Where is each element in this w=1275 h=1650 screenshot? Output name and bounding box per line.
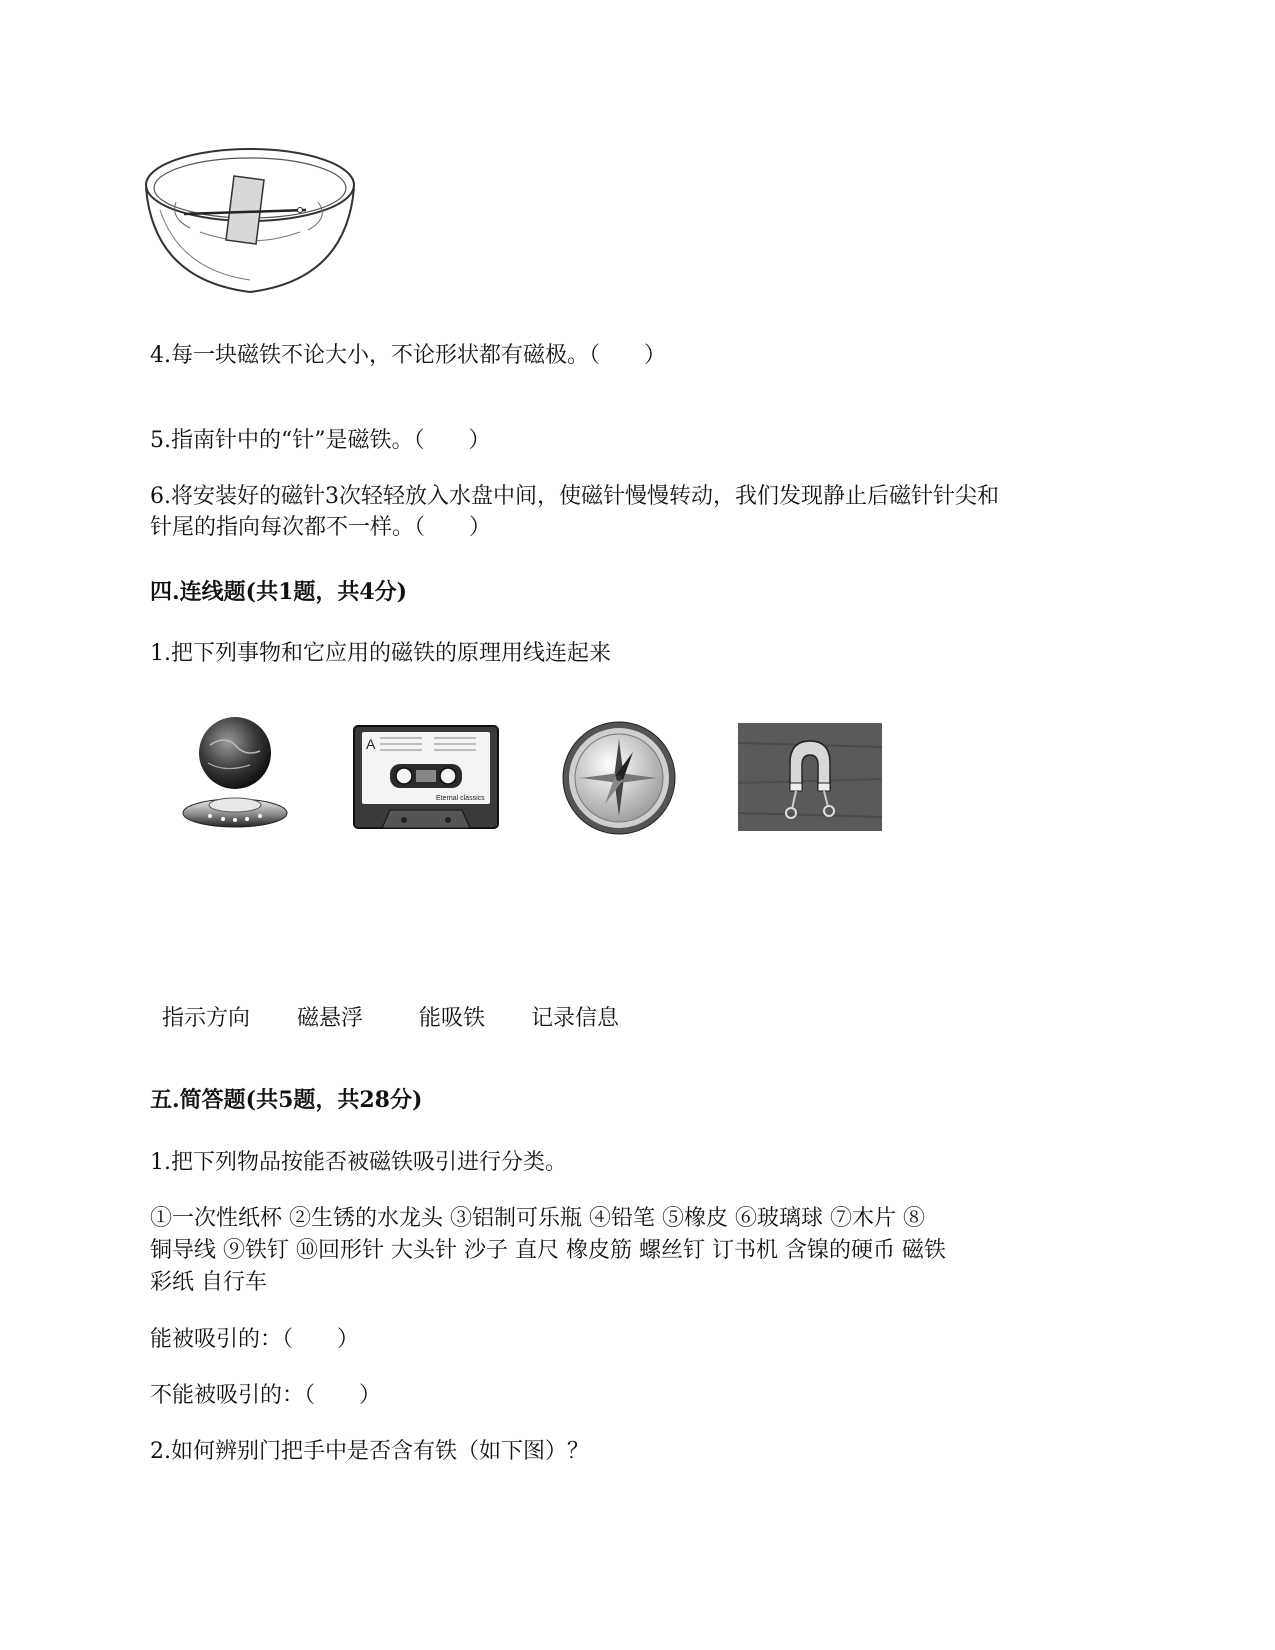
question-5: 5.指南针中的“针”是磁铁。（ ） [150, 428, 491, 453]
option-record-information: 记录信息 [531, 1006, 620, 1031]
maglev-globe-image [180, 715, 290, 835]
section-4-heading: 四.连线题(共1题，共4分) [150, 579, 408, 605]
cassette-tape-image [352, 724, 500, 830]
short-answer-question-2: 2.如何辨别门把手中是否含有铁（如下图）？ [150, 1439, 589, 1464]
item-list-line-2: 铜导线 ⑨铁钉 ⑩回形针 大头针 沙子 直尺 橡皮筋 螺丝钉 订书机 含镍的硬币 磁铁 [150, 1238, 946, 1263]
not-attracted-answer-line: 不能被吸引的：（ ） [150, 1383, 382, 1408]
cassette-side-label: A [366, 736, 376, 752]
short-answer-question-1: 1.把下列物品按能否被磁铁吸引进行分类。 [150, 1150, 567, 1175]
attracted-answer-line: 能被吸引的：（ ） [150, 1327, 360, 1352]
item-list-line-1: ①一次性纸杯 ②生锈的水龙头 ③铝制可乐瓶 ④铅笔 ⑤橡皮 ⑥玻璃球 ⑦木片 ⑧ [150, 1206, 925, 1231]
compass-image [561, 720, 677, 836]
question-6-line-2: 针尾的指向每次都不一样。（ ） [150, 515, 492, 540]
option-attract-iron: 能吸铁 [419, 1006, 486, 1031]
item-list-line-3: 彩纸 自行车 [150, 1270, 267, 1295]
cassette-brand-label: Eternal classics [436, 795, 485, 802]
question-6-line-1: 6.将安装好的磁针3次轻轻放入水盘中间，使磁针慢慢转动，我们发现静止后磁针针尖和 [150, 484, 999, 509]
matching-question-1: 1.把下列事物和它应用的磁铁的原理用线连起来 [150, 641, 611, 666]
bowl-needle-figure [140, 140, 360, 310]
question-4: 4.每一块磁铁不论大小，不论形状都有磁极。（ ） [150, 343, 666, 368]
horseshoe-magnet-image [738, 723, 882, 831]
option-indicate-direction: 指示方向 [162, 1006, 251, 1031]
section-5-heading: 五.简答题(共5题，共28分) [150, 1087, 423, 1113]
option-magnetic-levitation: 磁悬浮 [297, 1006, 364, 1031]
